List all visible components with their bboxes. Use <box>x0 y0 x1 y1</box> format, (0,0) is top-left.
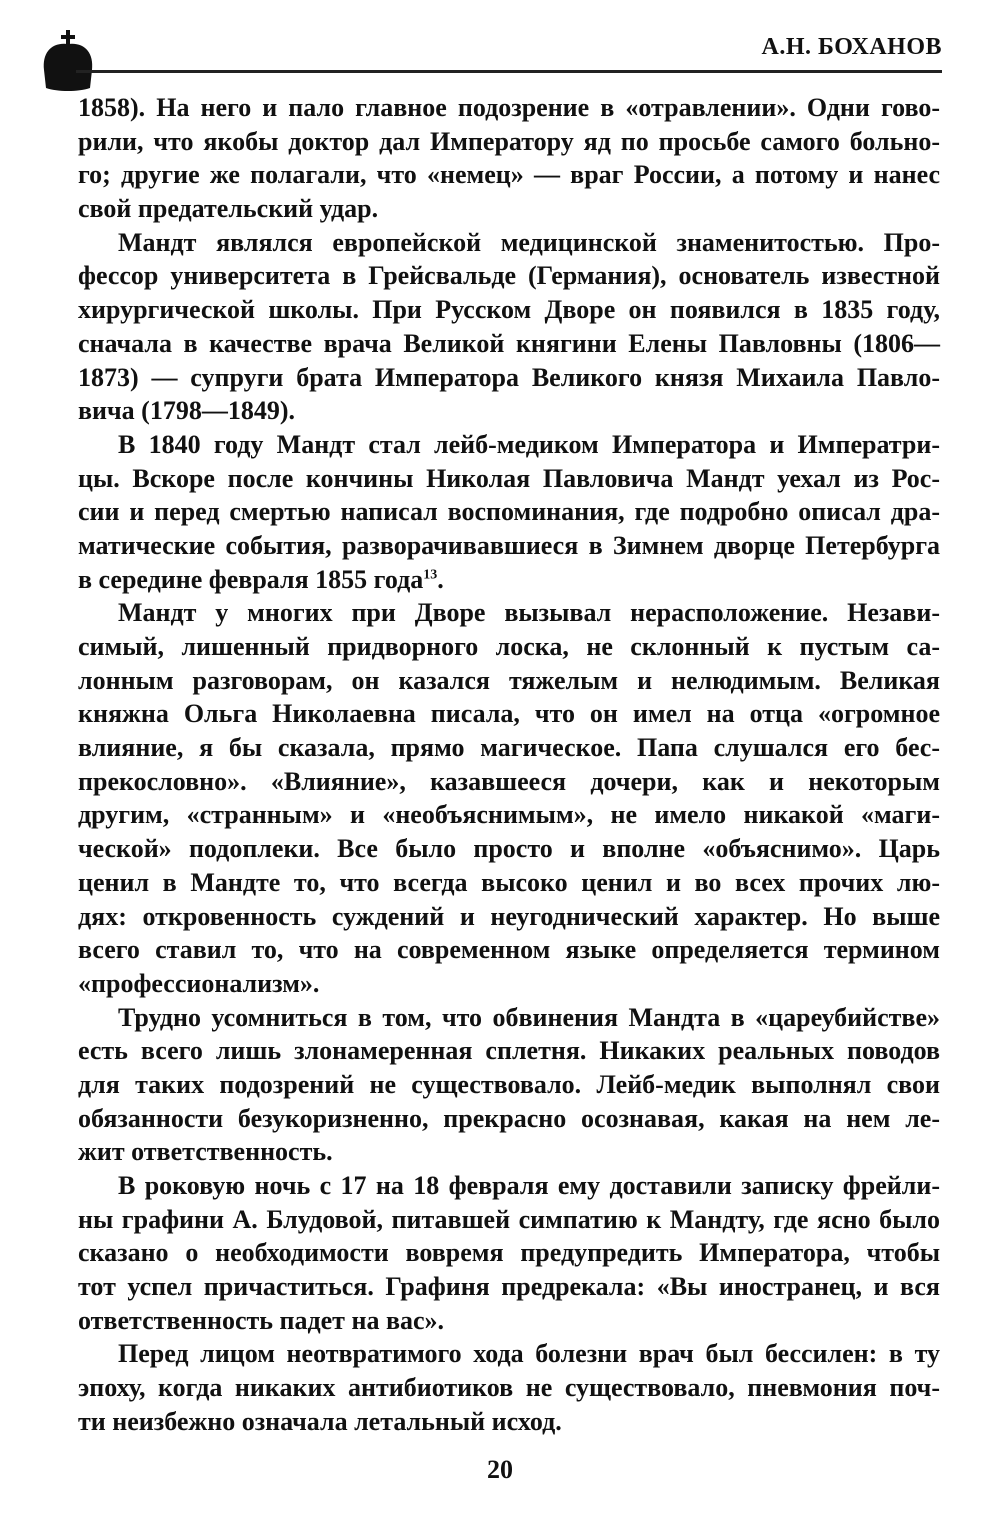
text-line <box>78 529 940 563</box>
text-line <box>78 798 940 832</box>
line-text: для таких подозрений не существовало. Лейб-медик выполнял свои <box>78 1069 940 1099</box>
line-text: «профессионализм». <box>78 968 320 998</box>
paragraph <box>78 428 940 596</box>
paragraph <box>78 1169 940 1337</box>
line-text: рили, что якобы доктор дал Императору яд по просьбе самого больно- <box>78 126 940 156</box>
line-text: 1858). На него и пало главное подозрение в «отравлении». Одни гово- <box>78 93 940 122</box>
text-line <box>78 394 940 428</box>
text-line <box>78 1236 940 1270</box>
paragraph <box>78 596 940 1000</box>
line-text: сначала в качестве врача Великой княгини Елены Павловны (1806— <box>78 328 940 358</box>
line-text: В 1840 году Мандт стал лейб-медиком Императора и Императри- <box>118 429 940 459</box>
text-line <box>78 1337 940 1371</box>
text-line <box>78 495 940 529</box>
line-text: цы. Вскоре после кончины Николая Павловича Мандт уехал из Рос- <box>78 463 940 493</box>
line-text: ценил в Мандте то, что всегда высоко ценил и во всех прочих лю- <box>78 867 940 897</box>
text-line <box>78 832 940 866</box>
line-text: обязанности безукоризненно, прекрасно осознавая, какая на нем ле- <box>78 1103 940 1133</box>
line-text: ческой» подоплеки. Все было просто и вполне «объяснимо». Царь <box>78 834 940 864</box>
line-text: вича (1798—1849). <box>78 396 296 426</box>
text-line <box>78 664 940 698</box>
text-line <box>78 1068 940 1102</box>
line-text: го; другие же полагали, что «немец» — враг России, а потому и нанес <box>78 160 940 190</box>
text-line <box>78 697 940 731</box>
text-line <box>78 1135 940 1169</box>
line-text: тот успел причаститься. Графиня предрекала: «Вы иностранец, и вся <box>78 1272 940 1302</box>
text-line <box>78 1034 940 1068</box>
text-line <box>78 1203 940 1237</box>
line-text: В роковую ночь с 17 на 18 февраля ему доставили записку фрейли- <box>118 1171 940 1200</box>
text-line <box>78 765 940 799</box>
line-text: другим, «странным» и «необъяснимым», не имело никакой «маги- <box>78 800 940 830</box>
text-line <box>78 327 940 361</box>
text-line <box>78 563 940 597</box>
line-text: княжна Ольга Николаевна писала, что он имел на отца «огромное <box>78 699 940 729</box>
text-line <box>78 125 940 159</box>
line-text: лонным разговорам, он казался тяжелым и нелюдимым. Великая <box>78 665 940 695</box>
paragraph <box>78 1001 940 1169</box>
line-text: Трудно усомниться в том, что обвинения Мандта в «цареубийстве» <box>118 1002 940 1032</box>
line-text: дях: откровенность суждений и неугоднический характер. Но выше <box>78 901 940 931</box>
text-line <box>78 1405 940 1439</box>
page-number: 20 <box>487 1455 513 1484</box>
text-line <box>78 1270 940 1304</box>
text-line <box>78 428 940 462</box>
text-line <box>78 1001 940 1035</box>
paragraph <box>78 91 940 226</box>
line-text: Мандт у многих при Дворе вызывал нерасположение. Незави- <box>118 598 940 628</box>
running-header-author: А.Н. БОХАНОВ <box>761 34 942 60</box>
line-text: прекословно». «Влияние», казавшееся дочери, как и некоторым <box>78 766 940 796</box>
line-text: ответственность падет на вас». <box>78 1305 445 1335</box>
text-line <box>78 1304 940 1338</box>
paragraph <box>78 226 940 428</box>
line-text: жит ответственность. <box>78 1137 333 1167</box>
text-line <box>78 1371 940 1405</box>
line-text: есть всего лишь злонамеренная сплетня. Никаких реальных поводов <box>78 1036 940 1066</box>
line-text: хирургической школы. При Русском Дворе он появился в 1835 году, <box>78 295 940 325</box>
line-text: сии и перед смертью написал воспоминания, где подробно описал дра- <box>78 497 940 527</box>
text-line <box>78 226 940 260</box>
line-text: симый, лишенный придворного лоска, не склонный к пустым са- <box>78 632 940 661</box>
line-text: ны графини А. Блудовой, питавшей симпатию к Мандту, где ясно было <box>78 1204 940 1234</box>
text-line <box>78 933 940 967</box>
line-text: ти неизбежно означала летальный исход. <box>78 1406 562 1436</box>
text-line <box>78 462 940 496</box>
line-text: матические события, разворачивавшиеся в Зимнем дворце Петербурга <box>78 530 940 560</box>
text-line <box>78 866 940 900</box>
text-line <box>78 158 940 192</box>
line-text: влияние, я бы сказала, прямо магическое. Папа слушался его бес- <box>78 733 940 763</box>
line-text: свой предательский удар. <box>78 194 379 224</box>
body-text <box>78 91 940 1439</box>
line-text: 1873) — супруги брата Императора Великого князя Михаила Павло- <box>78 362 940 392</box>
crown-icon <box>40 30 96 92</box>
text-line <box>78 731 940 765</box>
text-line <box>78 630 940 664</box>
text-line <box>78 259 940 293</box>
line-text: фессор университета в Грейсвальде (Германия), основатель известной <box>78 261 940 291</box>
line-text: Перед лицом неотвратимого хода болезни врач был бессилен: в ту <box>118 1339 940 1369</box>
text-line <box>78 596 940 630</box>
header-rule <box>76 70 942 73</box>
text-line <box>78 293 940 327</box>
line-text: в середине февраля 1855 года <box>78 564 424 594</box>
line-text: сказано о необходимости вовремя предупредить Императора, чтобы <box>78 1238 940 1268</box>
text-line <box>78 91 940 125</box>
paragraph <box>78 1337 940 1438</box>
text-line <box>78 1169 940 1203</box>
text-line <box>78 900 940 934</box>
text-line <box>78 192 940 226</box>
line-text: всего ставил то, что на современном языке определяется термином <box>78 935 940 965</box>
footnote-tail: . <box>437 564 444 594</box>
line-text: Мандт являлся европейской медицинской знаменитостью. Про- <box>118 227 940 257</box>
footnote-ref: 13 <box>423 566 438 582</box>
text-line <box>78 967 940 1001</box>
line-text: эпоху, когда никаких антибиотиков не существовало, пневмония поч- <box>78 1373 940 1403</box>
text-line <box>78 361 940 395</box>
text-line <box>78 1102 940 1136</box>
